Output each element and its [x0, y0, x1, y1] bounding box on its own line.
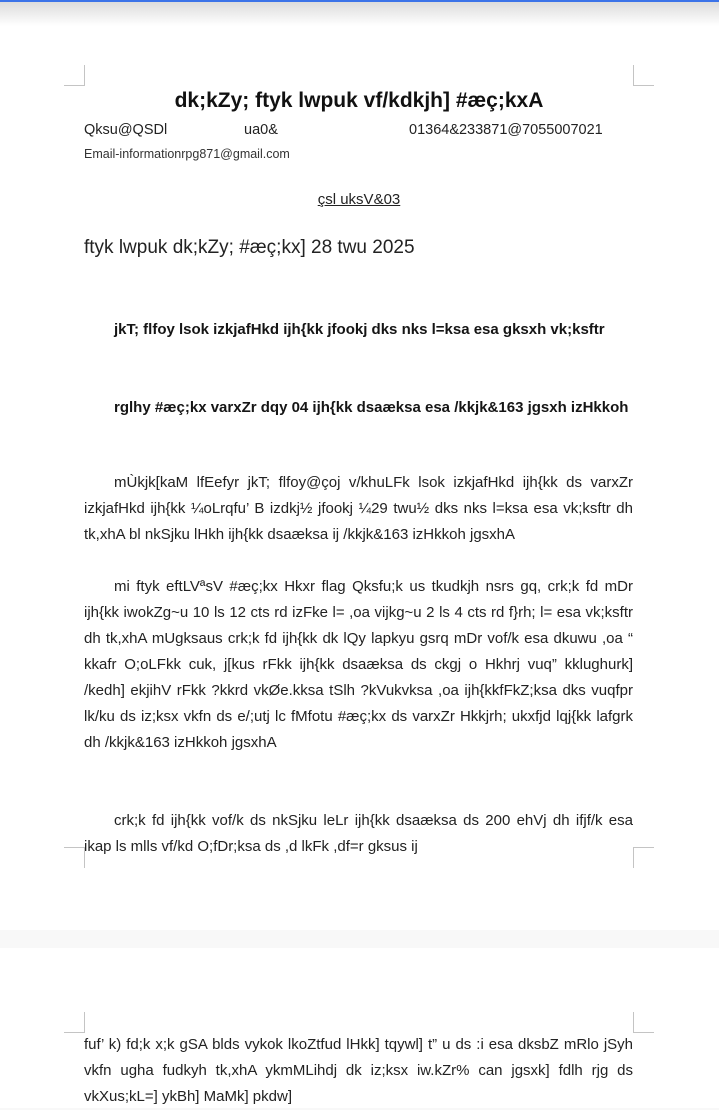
contact-phone-label: Qksu@QSDl: [84, 122, 168, 138]
margin-corner-bottom-left: [64, 847, 85, 868]
letter-number: çsl uksV&03: [317, 191, 401, 208]
headline-2-text: rglhy #æç;kx varxZr dqy 04 ijh{kk dsaæksa esa /kkjk&163 jgsxh izHkkoh: [114, 399, 629, 416]
contact-email: Email-informationrpg871@gmail.com: [84, 147, 290, 161]
contact-number-label: ua0&: [244, 122, 278, 138]
margin-corner-bottom-right: [633, 847, 654, 868]
paragraph-1: [84, 470, 633, 548]
paragraph-2: [84, 574, 633, 756]
headline-2: [84, 395, 633, 421]
paragraph-3-text-page2: fuf’ k) fd;k x;k gSA blds vykok lkoZtfud lHkk] tqywl] t” u ds :i esa dksbZ mRlo jSyh vkfn ugha fudkyh tk,xhA ykmMLihdj dk iz;ksx iw.kZr% can jgsxk] fdlh rjg ds vkXus;kL=] ykBh] MaMk] pkdw]: [84, 1036, 633, 1105]
headline-1: [84, 317, 633, 343]
paragraph-1-text: mÙkjk[kaM lfEefyr jkT; flfoy@çoj v/khuLFk lsok izkjafHkd ijh{kk ds varxZr izkjafHkd ijh{kk ¼oLrqfu’ B izdkj½ jfookj ¼29 twu½ dks nks l=ksa esa vk;ksftr dh tk,xhA bl nkSjku lHkh ijh{kk dsaæksa ij /kkjk&163 izHkkoh jgsxhA: [84, 474, 633, 543]
paragraph-3-continued: [84, 1032, 633, 1110]
document-title: dk;kZy; ftyk lwpuk vf/kdkjh] #æç;kxA: [174, 89, 544, 112]
paragraph-3-start: [84, 808, 633, 860]
paragraph-2-text: mi ftyk eftLVªsV #æç;kx Hkxr flag Qksfu;k us tkudkjh nsrs gq, crk;k fd mDr ijh{kk iwokZg~u 10 ls 12 cts rd izFke l= ,oa vijkg~u 2 ls 4 cts rd f}rh; l= esa vk;ksftr dh tk,xhA mUgksaus crk;k fd ijh{kk dk lQy lapkyu gsrq mDr vof/k esa dkuwu ,oa “ kkafr O;oLFkk cuk, j[kus rFkk ijh{kk dsaæksa ds ckgj o Hkhrj vuq” kklughurk] /kedh] ekjihV rFkk ?kkrd vkØe.kksa tSlh ?kVukvksa ,oa ijh{kkfFkZ;ksa dks vuqfpr lk/ku ds iz;ksx vkfn ds e/;utj lc fMfotu #æç;kx ds varxZr Hkkjrh; ukxfjd lqj{kk lafgrk dh /kkjk&163 izHkkoh jgsxhA: [84, 578, 633, 751]
margin-corner-top-right: [633, 1012, 654, 1033]
contact-phone-numbers: 01364&233871@7055007021: [409, 122, 603, 138]
document-page-1: [0, 2, 719, 930]
toolbar-shadow: [0, 2, 719, 26]
margin-corner-top-right: [633, 65, 654, 86]
margin-corner-top-left: [64, 65, 85, 86]
paragraph-3-text-page1: crk;k fd ijh{kk vof/k ds nkSjku leLr ijh{kk dsaæksa ds 200 ehVj dh ifjf/k esa ikap ls mlls vf/kd O;fDr;ksa ds ,d lkFk ,df=r gksus ij: [84, 812, 633, 855]
date-line: ftyk lwpuk dk;kZy; #æç;kx] 28 twu 2025: [84, 237, 415, 258]
document-page-2: [0, 948, 719, 1108]
margin-corner-top-left: [64, 1012, 85, 1033]
headline-1-text: jkT; flfoy lsok izkjafHkd ijh{kk jfookj dks nks l=ksa esa gksxh vk;ksftr: [114, 321, 605, 338]
